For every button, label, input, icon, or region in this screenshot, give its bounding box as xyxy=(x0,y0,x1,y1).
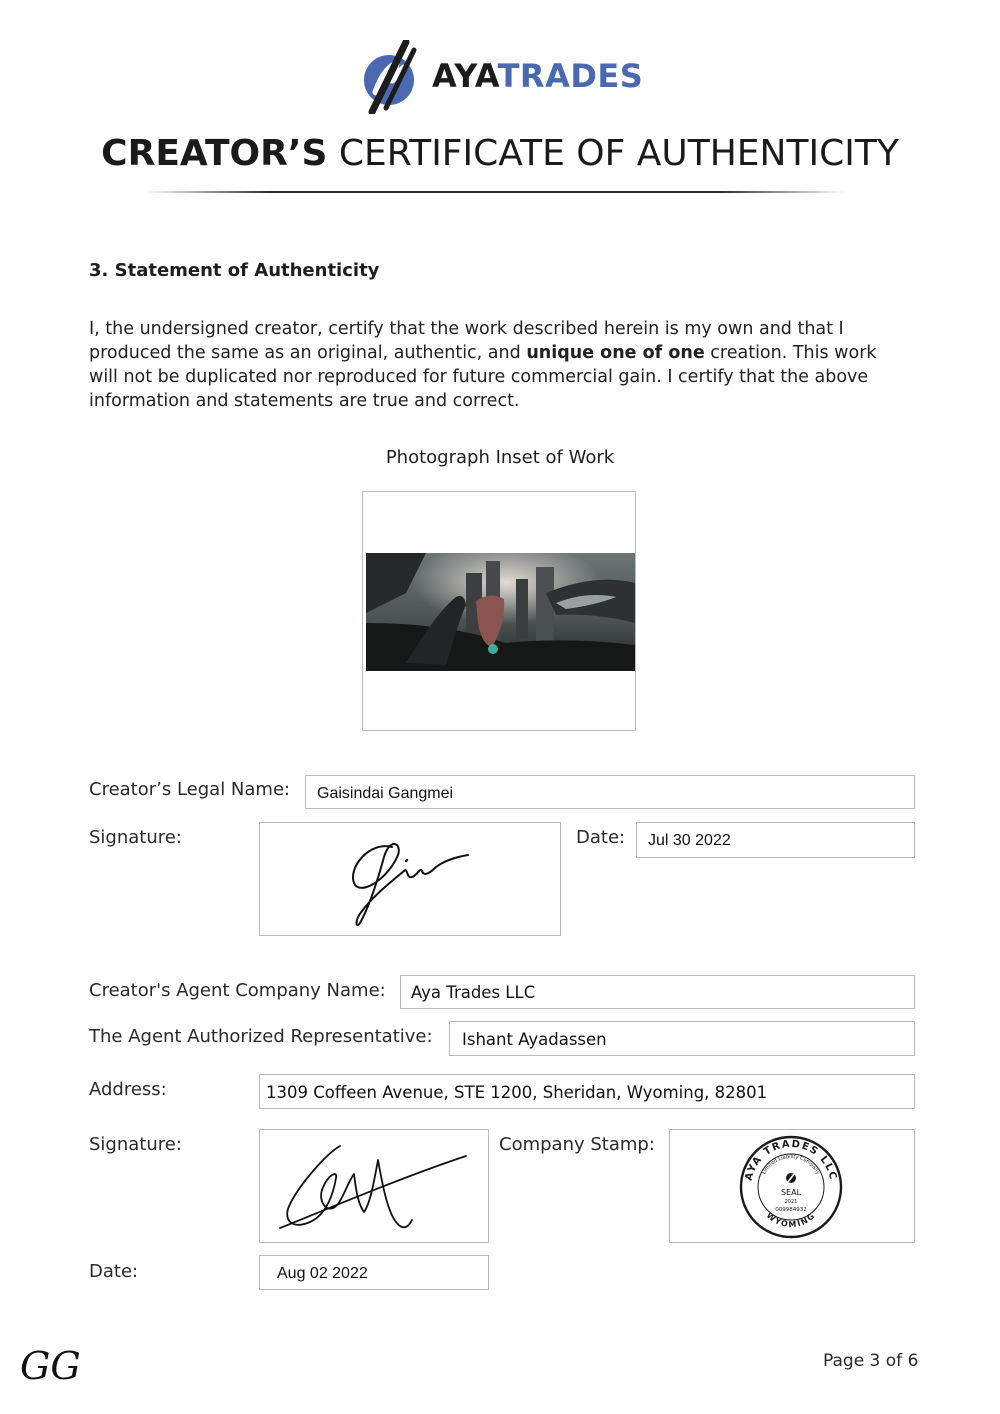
artwork-photo xyxy=(366,553,635,671)
creator-signature-label: Signature: xyxy=(89,827,182,848)
certificate-title-rest: CERTIFICATE OF AUTHENTICITY xyxy=(338,133,899,174)
agent-signature-icon xyxy=(270,1134,480,1238)
agent-company-value: Aya Trades LLC xyxy=(411,983,536,1002)
company-seal-icon xyxy=(738,1134,844,1240)
certificate-title-bold: CREATOR’S xyxy=(101,133,328,174)
creator-signature-field[interactable] xyxy=(259,822,561,936)
creator-date-field[interactable] xyxy=(636,822,915,858)
agent-signature-label: Signature: xyxy=(89,1134,182,1155)
seal-center-text: SEAL xyxy=(780,1188,802,1197)
agent-company-label: Creator's Agent Company Name: xyxy=(89,980,386,1001)
creator-date-label: Date: xyxy=(576,827,626,848)
aya-trades-logo-icon xyxy=(362,40,420,114)
seal-number-text: 009984932 xyxy=(775,1207,807,1213)
creator-legal-name-label: Creator’s Legal Name: xyxy=(89,779,291,800)
creator-legal-name-value: Gaisindai Gangmei xyxy=(317,785,454,802)
seal-inner-text: Limited Liability Company xyxy=(761,1153,821,1176)
company-stamp-label: Company Stamp: xyxy=(499,1134,655,1155)
creator-date-value: Jul 30 2022 xyxy=(648,832,731,849)
agent-date-value: Aug 02 2022 xyxy=(277,1265,368,1282)
svg-text:Limited Liability Company xyxy=(761,1154,821,1176)
company-stamp-field[interactable] xyxy=(669,1129,915,1243)
creator-legal-name-field[interactable] xyxy=(305,775,915,809)
page-number: Page 3 of 6 xyxy=(823,1351,919,1371)
agent-rep-label: The Agent Authorized Representative: xyxy=(89,1026,433,1047)
section-heading: 3. Statement of Authenticity xyxy=(89,260,380,281)
authenticity-statement: I, the undersigned creator, certify that the work described herein is my own and that I produced the same as an original, authentic, and unique one of one creation. This work will not be duplicated nor reproduced for future commercial gain. I certify that the above information and statements are true and correct. xyxy=(89,319,877,411)
agent-company-field[interactable] xyxy=(400,975,915,1009)
address-value: 1309 Coffeen Avenue, STE 1200, Sheridan, Wyoming, 82801 xyxy=(266,1083,768,1102)
address-field[interactable] xyxy=(259,1074,915,1109)
agent-rep-value: Ishant Ayadassen xyxy=(462,1030,607,1049)
brand-name: AYATRADES xyxy=(432,57,644,95)
certificate-title xyxy=(0,131,1000,177)
agent-date-field[interactable] xyxy=(259,1255,489,1290)
agent-rep-field[interactable] xyxy=(449,1021,915,1056)
seal-year-text: 2021 xyxy=(784,1199,798,1205)
footer-initials: GG xyxy=(20,1344,81,1388)
agent-signature-field[interactable] xyxy=(259,1129,489,1243)
agent-date-label: Date: xyxy=(89,1261,139,1282)
creator-signature-icon xyxy=(340,827,480,931)
photo-caption: Photograph Inset of Work xyxy=(385,447,615,468)
address-label: Address: xyxy=(89,1079,167,1100)
seal-top-text: AYA TRADES LLC xyxy=(743,1138,839,1182)
seal-bottom-text: WYOMING xyxy=(764,1210,818,1230)
title-divider xyxy=(145,191,845,193)
